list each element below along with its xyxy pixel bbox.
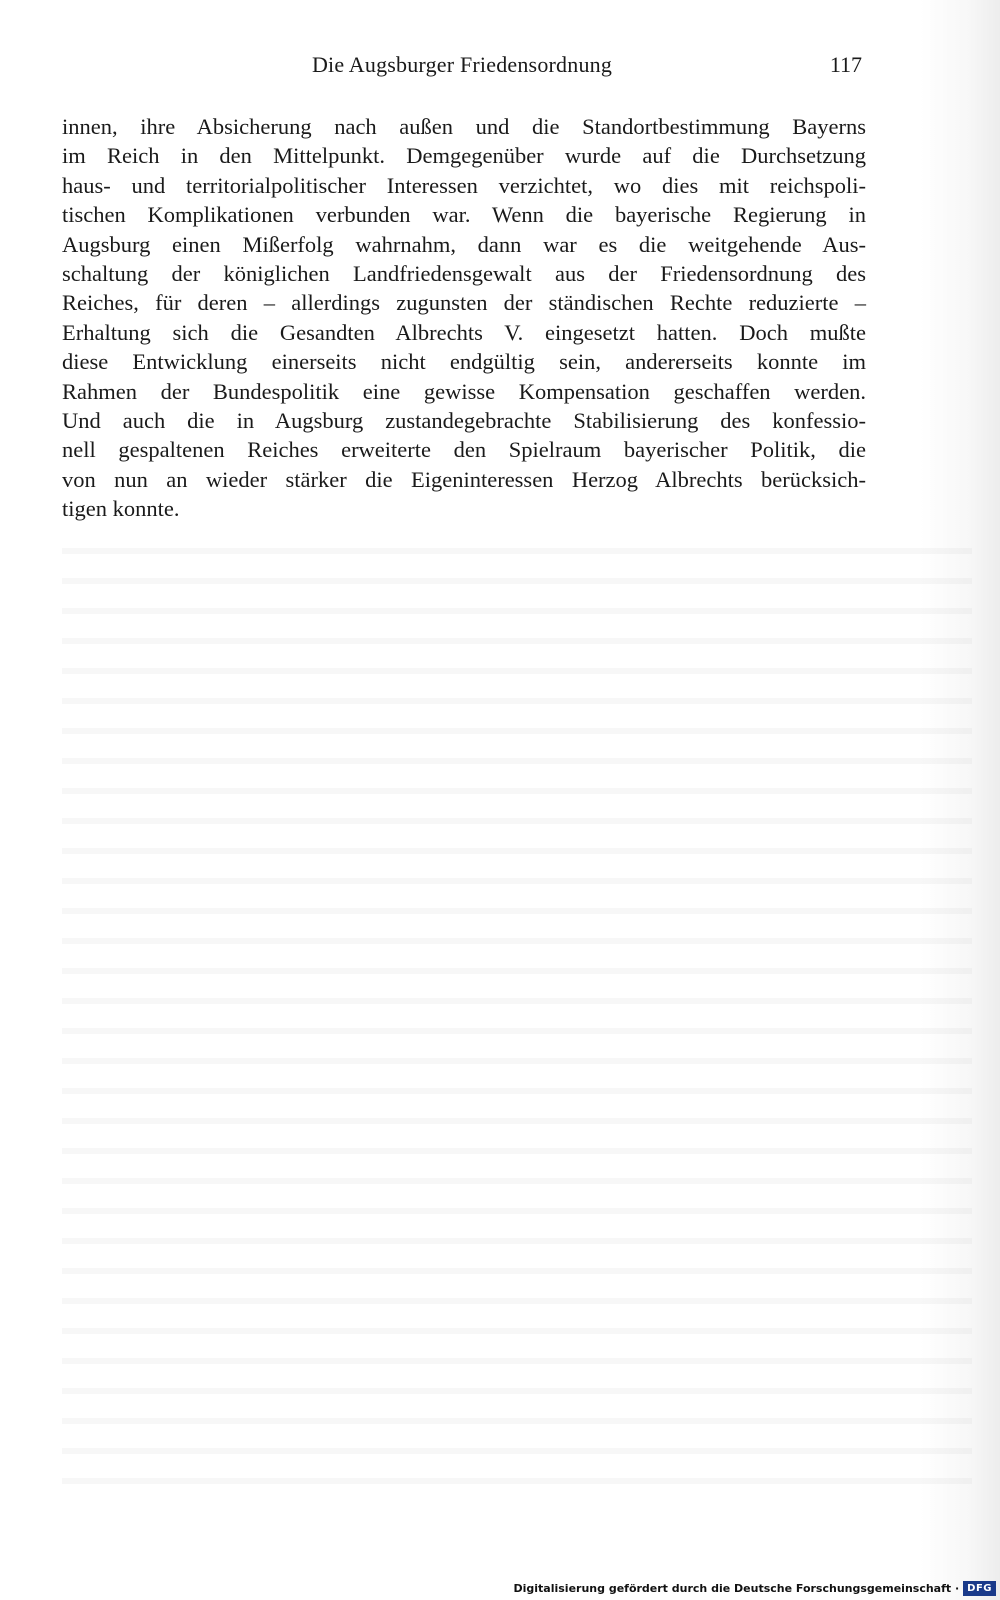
text-line: tischen Komplikationen verbunden war. Wenn die bayerische Regierung in — [62, 202, 866, 228]
reverse-side-bleed-through — [62, 530, 972, 1500]
dfg-logo: DFG — [963, 1581, 996, 1596]
text-line-last: tigen konnte. — [62, 496, 180, 522]
text-line: Erhaltung sich die Gesandten Albrechts V. eingesetzt hatten. Doch mußte — [62, 319, 866, 345]
body-paragraph — [62, 112, 866, 523]
credit-text: Digitalisierung gefördert durch die Deutsche Forschungsgemeinschaft · — [513, 1581, 960, 1595]
text-line: innen, ihre Absicherung nach außen und die Standortbestimmung Bayerns — [62, 114, 866, 139]
text-line: im Reich in den Mittelpunkt. Demgegenüber wurde auf die Durchsetzung — [62, 143, 866, 169]
digitization-credit — [513, 1576, 1000, 1600]
page-number: 117 — [829, 52, 862, 77]
running-head — [62, 52, 862, 84]
text-line: Reiches, für deren – allerdings zugunsten der ständischen Rechte reduzierte – — [62, 290, 866, 316]
text-line: Augsburg einen Mißerfolg wahrnahm, dann war es die weitgehende Aus- — [62, 231, 866, 257]
text-line: Rahmen der Bundespolitik eine gewisse Kompensation geschaffen werden. — [62, 378, 866, 404]
running-title: Die Augsburger Friedensordnung — [311, 52, 613, 77]
text-line: schaltung der königlichen Landfriedensgewalt aus der Friedensordnung des — [62, 260, 866, 286]
text-line: Und auch die in Augsburg zustandegebrachte Stabilisierung des konfessio- — [62, 407, 866, 433]
text-line: von nun an wieder stärker die Eigeninteressen Herzog Albrechts berücksich- — [62, 466, 866, 492]
text-line: diese Entwicklung einerseits nicht endgültig sein, andererseits konnte im — [62, 349, 866, 375]
text-line: nell gespaltenen Reiches erweiterte den Spielraum bayerischer Politik, die — [62, 437, 866, 463]
text-line: haus- und territorialpolitischer Interessen verzichtet, wo dies mit reichspoli- — [62, 172, 866, 198]
